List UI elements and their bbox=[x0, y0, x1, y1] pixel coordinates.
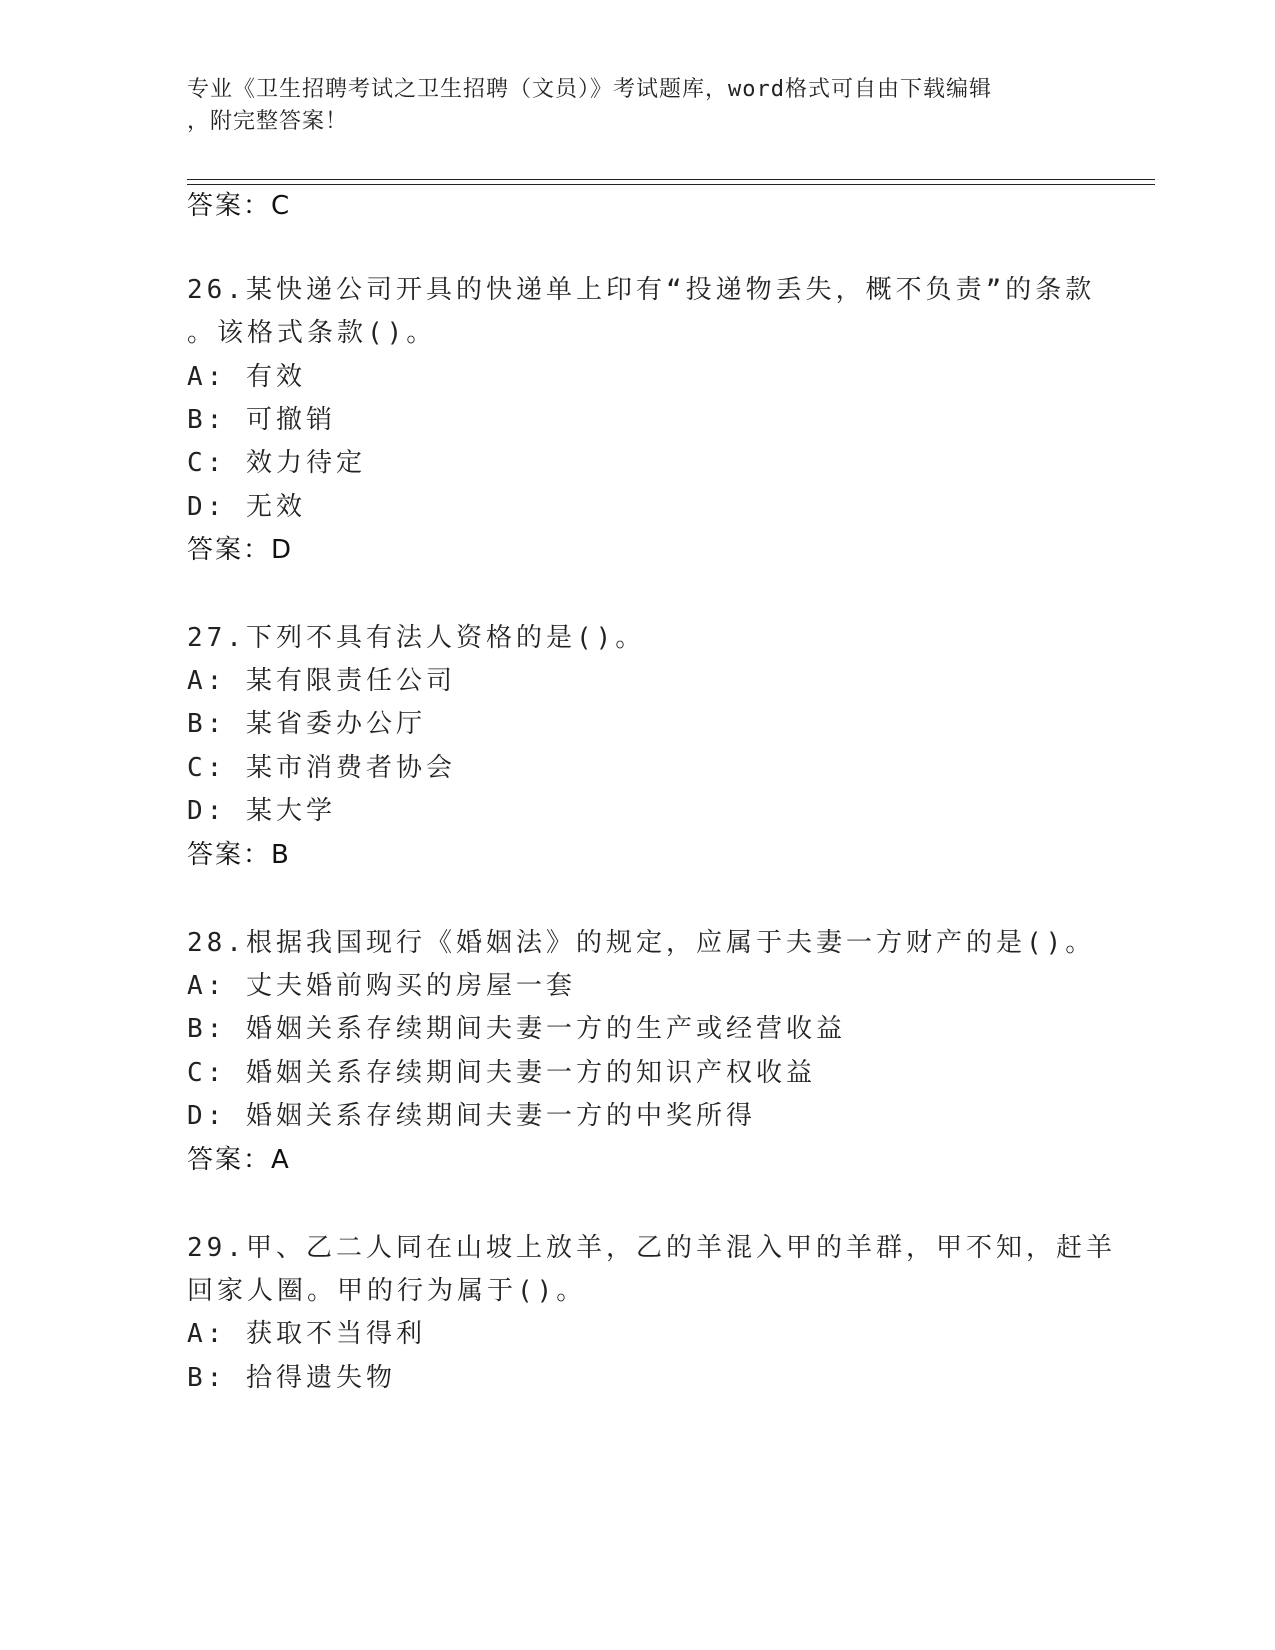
header-line-1: 专业《卫生招聘考试之卫生招聘（文员）》考试题库，word格式可自由下载编辑 bbox=[187, 77, 992, 102]
question-26-stem-line-1: 26.某快递公司开具的快递单上印有“投递物丢失，概不负责”的条款 bbox=[187, 275, 1096, 305]
header-divider-top bbox=[187, 179, 1155, 180]
question-29-option-b: B: 拾得遗失物 bbox=[187, 1363, 396, 1393]
question-28-stem-line-1: 28.根据我国现行《婚姻法》的规定，应属于夫妻一方财产的是()。 bbox=[187, 928, 1096, 958]
question-27-option-a: A: 某有限责任公司 bbox=[187, 666, 456, 696]
answer-25: 答案：C bbox=[187, 191, 292, 221]
question-28-option-c: C: 婚姻关系存续期间夫妻一方的知识产权收益 bbox=[187, 1058, 816, 1088]
header-line-2: ，附完整答案！ bbox=[187, 109, 349, 134]
question-27-option-c: C: 某市消费者协会 bbox=[187, 753, 456, 783]
question-29-option-a: A: 获取不当得利 bbox=[187, 1319, 426, 1349]
question-26-option-c: C: 效力待定 bbox=[187, 448, 366, 478]
question-27-option-d: D: 某大学 bbox=[187, 796, 336, 826]
question-27-answer: 答案：B bbox=[187, 840, 291, 870]
question-26-option-a: A: 有效 bbox=[187, 362, 306, 392]
question-26-option-d: D: 无效 bbox=[187, 492, 306, 522]
question-28-option-d: D: 婚姻关系存续期间夫妻一方的中奖所得 bbox=[187, 1101, 756, 1131]
document-header bbox=[187, 74, 1087, 138]
question-28-option-b: B: 婚姻关系存续期间夫妻一方的生产或经营收益 bbox=[187, 1014, 846, 1044]
question-28-option-a: A: 丈夫婚前购买的房屋一套 bbox=[187, 971, 576, 1001]
question-28-answer: 答案：A bbox=[187, 1145, 291, 1175]
question-27-stem-line-1: 27.下列不具有法人资格的是()。 bbox=[187, 623, 646, 653]
header-divider-bottom bbox=[187, 184, 1155, 185]
question-26-stem-line-2: 。该格式条款()。 bbox=[187, 318, 437, 348]
question-29-stem-line-1: 29.甲、乙二人同在山坡上放羊，乙的羊混入甲的羊群，甲不知，赶羊 bbox=[187, 1233, 1116, 1263]
question-26-answer: 答案：D bbox=[187, 535, 294, 565]
question-26-option-b: B: 可撤销 bbox=[187, 405, 336, 435]
question-27-option-b: B: 某省委办公厅 bbox=[187, 709, 426, 739]
question-29-stem-line-2: 回家人圈。甲的行为属于()。 bbox=[187, 1276, 587, 1306]
